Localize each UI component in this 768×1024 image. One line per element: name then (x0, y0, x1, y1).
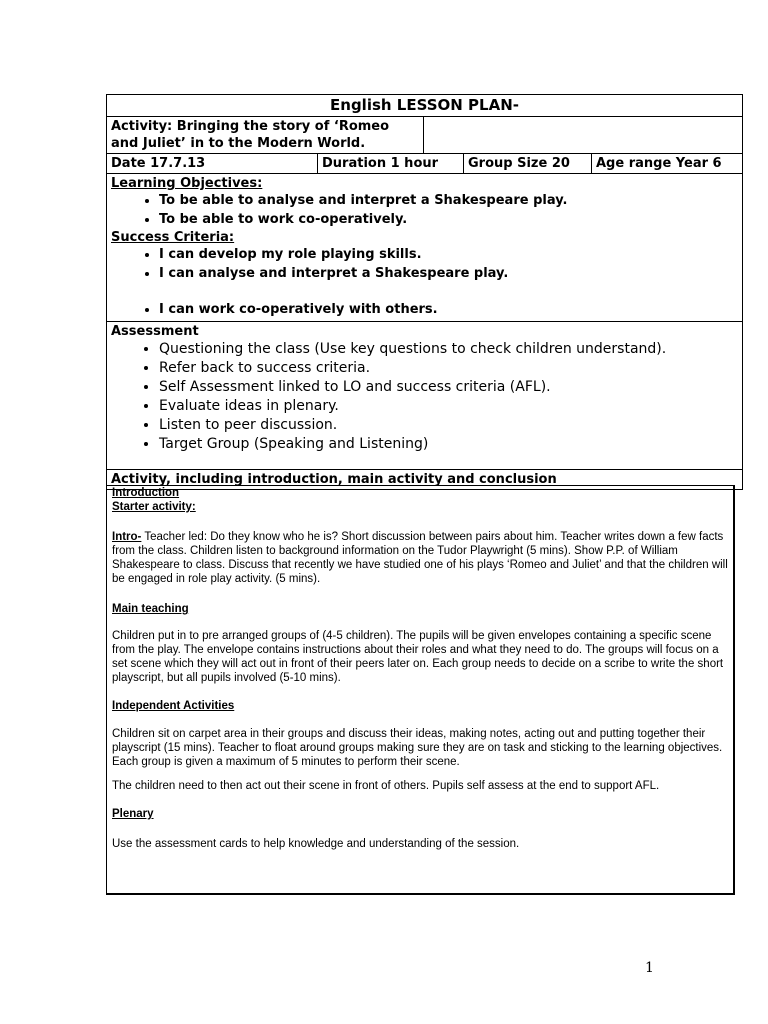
activity-blank-cell (424, 117, 743, 154)
assessment-item: • Evaluate ideas in plenary. (159, 397, 738, 416)
assessment-item: • Refer back to success criteria. (159, 359, 738, 378)
success-criteria-heading: Success Criteria: (111, 230, 235, 245)
main-teaching-text: Children put in to pre arranged groups of (4-5 children). The pupils will be given envelopes containing a specific scene from the play. The envelope contains instructions about their roles and what they need to do. The groups will focus on a set scene which they will act out in front of their peers later on. Each group needs to decide on a scribe to write the short playscript, but all pupils involved (5-10 mins). (112, 630, 724, 684)
independent-activities-text: Children sit on carpet area in their groups and discuss their ideas, making notes, acting out and putting together their playscript (15 mins). Teacher to float around groups making sure they are on task and sticking to the learning objectives. Each group is given a maximum of 5 minutes to perform their scene. (112, 728, 723, 768)
learning-objectives-list (111, 192, 738, 229)
intro-paragraph (112, 530, 728, 586)
title-row (107, 95, 743, 117)
plenary-heading: Plenary (112, 808, 154, 820)
objectives-row (107, 174, 743, 322)
objective-item: • To be able to analyse and interpret a Shakespeare play. (159, 192, 738, 211)
activity-details-box (106, 485, 735, 895)
assessment-row (107, 321, 743, 469)
intro-label: Intro- (112, 531, 142, 543)
success-criteria-list-continued (111, 301, 738, 320)
activity-row (107, 117, 743, 154)
assessment-item: • Self Assessment linked to LO and success criteria (AFL). (159, 378, 738, 397)
activity-heading: Activity, including introduction, main activity and conclusion (107, 469, 743, 489)
main-teaching-heading: Main teaching (112, 603, 189, 615)
duration-cell: Duration 1 hour (318, 154, 464, 174)
age-range-cell: Age range Year 6 (592, 154, 743, 174)
learning-objectives-heading: Learning Objectives: (111, 176, 263, 191)
assessment-item: • Questioning the class (Use key questions to check children understand). (159, 340, 738, 359)
independent-activities-heading: Independent Activities (112, 700, 235, 712)
assessment-item: • Target Group (Speaking and Listening) (159, 435, 738, 454)
spacer (111, 454, 738, 468)
objective-item: • To be able to work co-operatively. (159, 211, 738, 230)
assessment-heading: Assessment (111, 323, 199, 339)
spacer (111, 283, 738, 301)
success-criteria-list (111, 246, 738, 283)
criteria-item: • I can analyse and interpret a Shakespeare play. (159, 265, 738, 284)
assessment-list (111, 340, 738, 454)
activity-title: Activity: Bringing the story of ‘Romeo and Juliet’ in to the Modern World. (107, 117, 424, 154)
starter-activity-heading: Starter activity: (112, 501, 196, 513)
page-number: 1 (645, 960, 654, 976)
criteria-item: • I can work co-operatively with others. (159, 301, 738, 320)
perform-text: The children need to then act out their scene in front of others. Pupils self assess at the end to support AFL. (112, 780, 660, 792)
assessment-item: • Listen to peer discussion. (159, 416, 738, 435)
objectives-cell (107, 174, 743, 322)
assessment-cell (107, 321, 743, 469)
introduction-heading: Introduction (112, 487, 180, 499)
info-row (107, 154, 743, 174)
lesson-plan-title: English LESSON PLAN- (107, 95, 743, 117)
lesson-plan-table (106, 94, 743, 490)
group-size-cell: Group Size 20 (464, 154, 592, 174)
date-cell: Date 17.7.13 (107, 154, 318, 174)
intro-text: Teacher led: Do they know who he is? Short discussion between pairs about him. Teacher writes down a few facts from the class. Children listen to background information on the Tudor Playwright (5 mins). Show P.P. of William Shakespeare to class. Discuss that recently we have studied one of his plays ‘Romeo and Juliet’ and that the children will be engaged in role play activity. (5 mins). (112, 531, 728, 585)
plenary-text: Use the assessment cards to help knowledge and understanding of the session. (112, 838, 520, 850)
criteria-item: • I can develop my role playing skills. (159, 246, 738, 265)
